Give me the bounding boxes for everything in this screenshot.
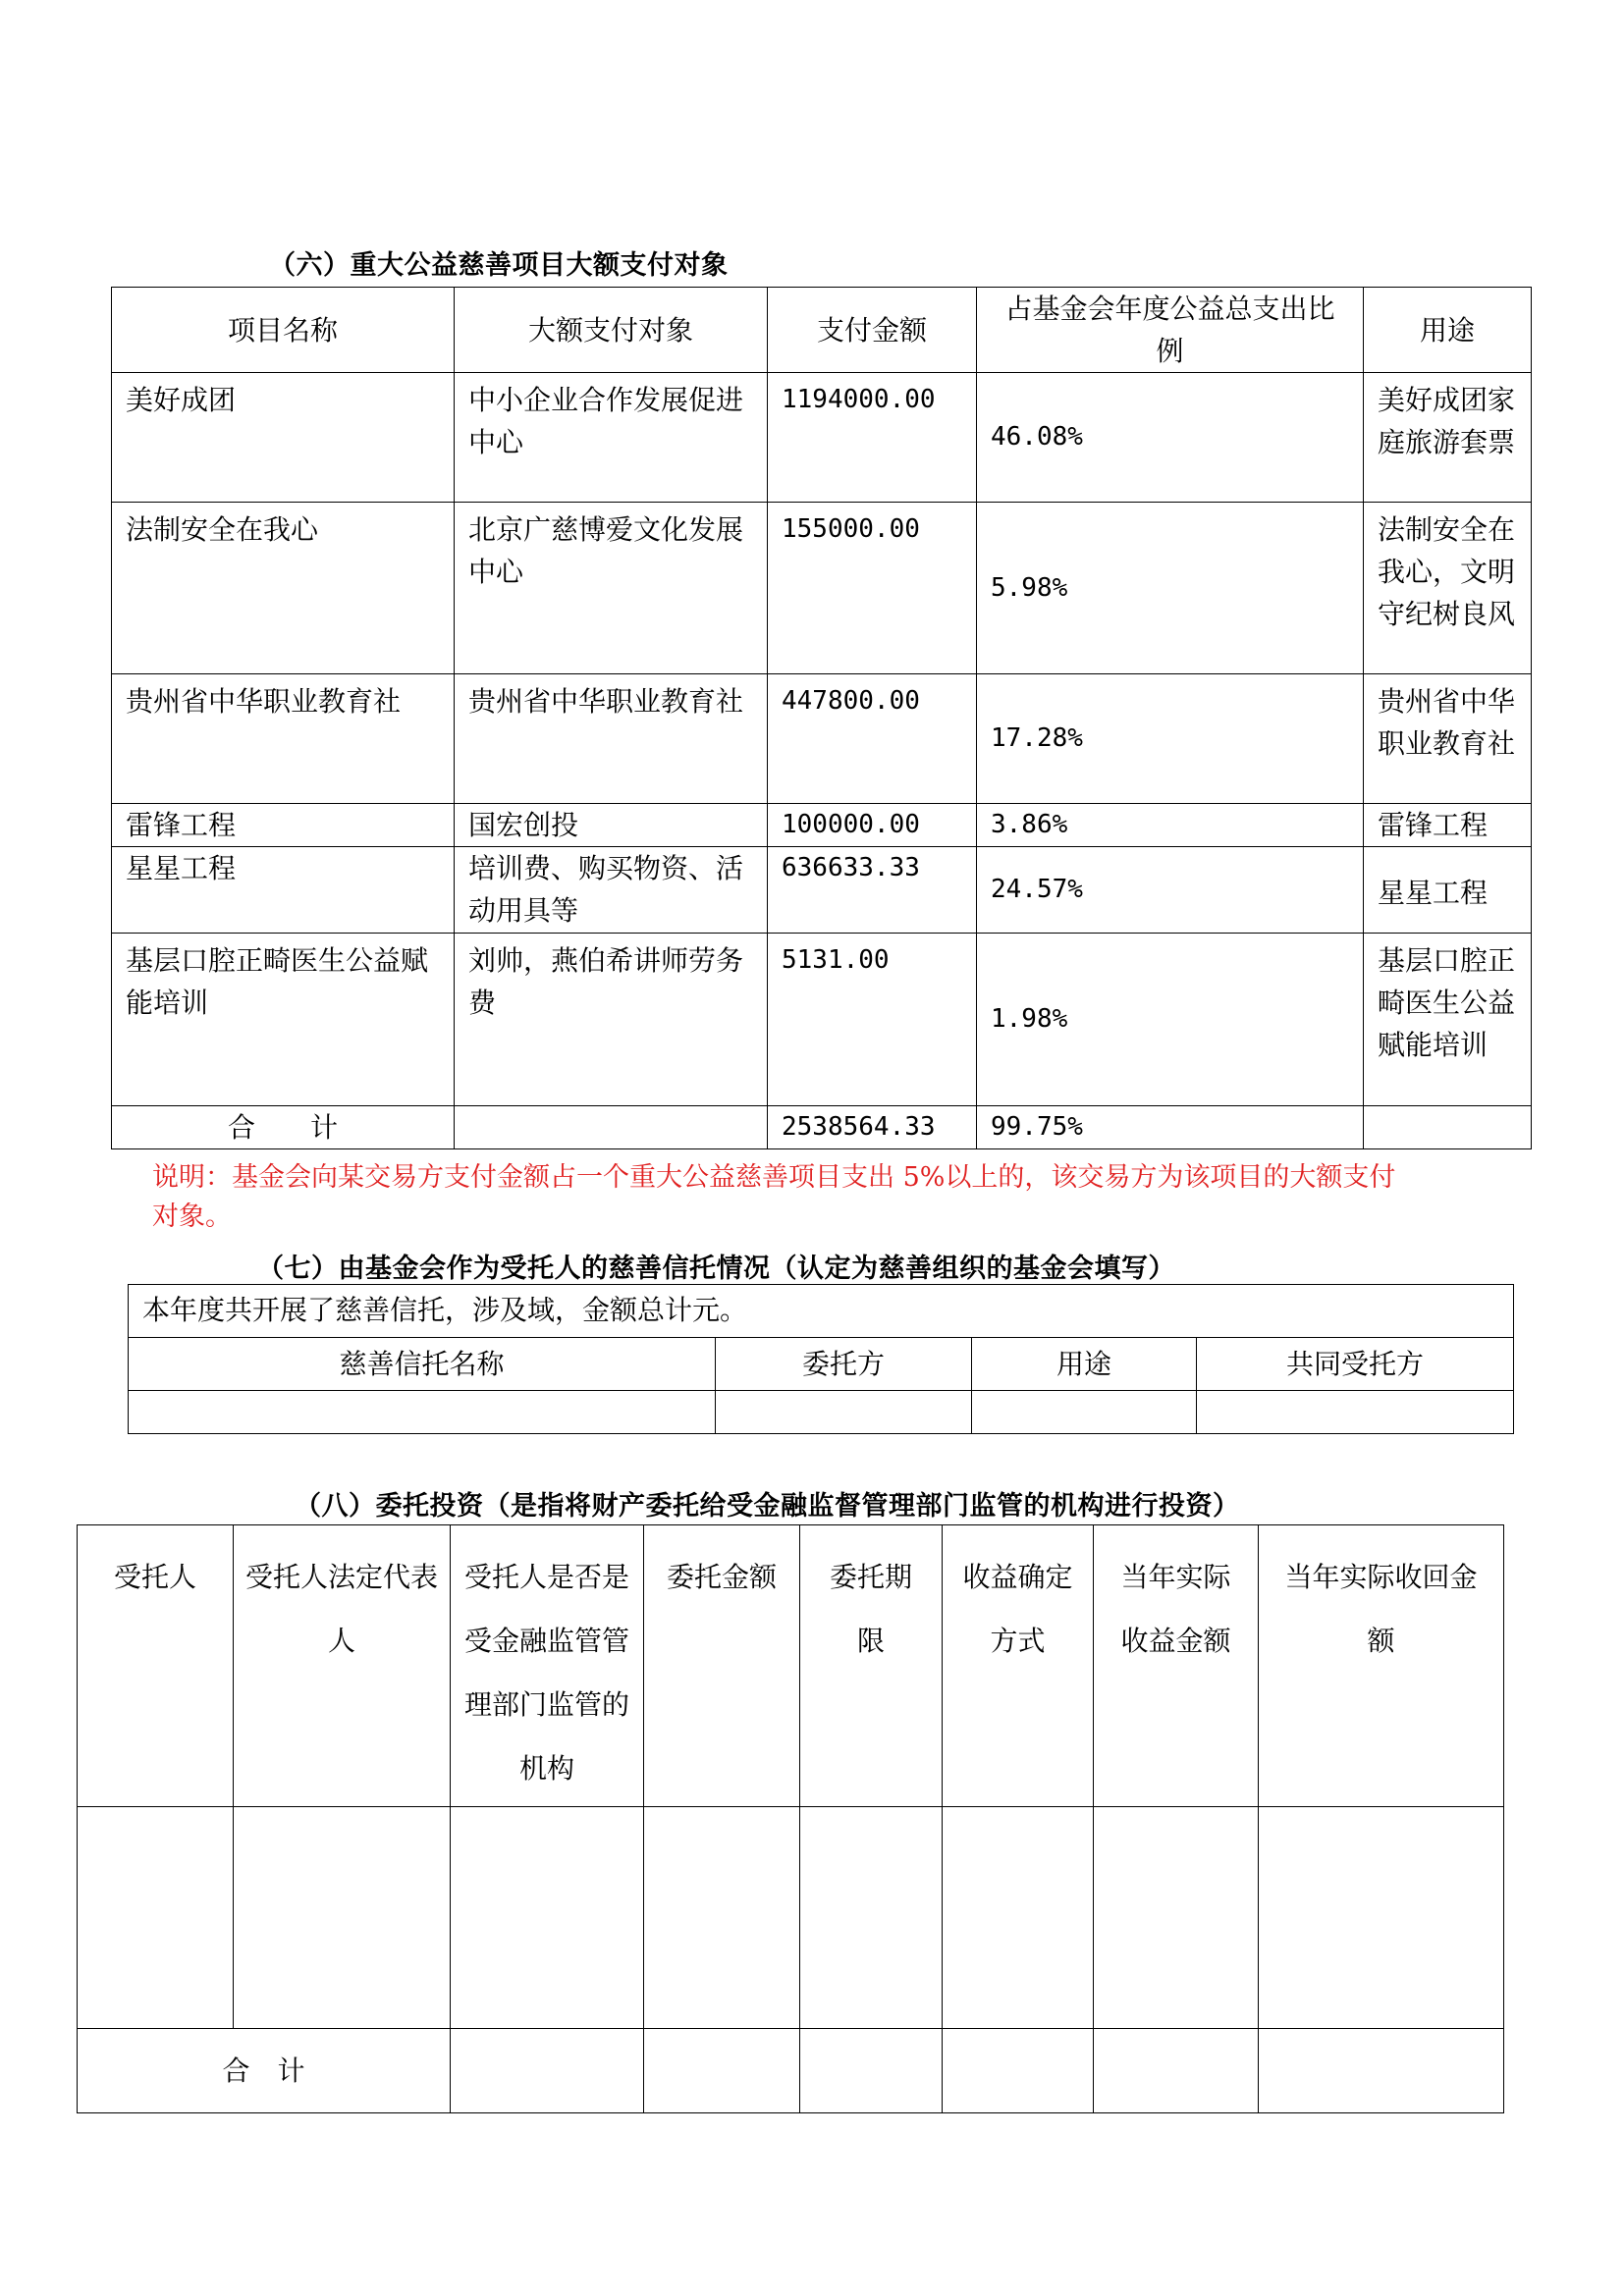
empty-cell [451, 2029, 644, 2113]
section6-table [111, 287, 1532, 1149]
cell-amount: 100000.00 [768, 804, 977, 847]
cell-payee: 培训费、购买物资、活动用具等 [455, 847, 768, 934]
cell-use: 法制安全在我心，文明守纪树良风 [1364, 503, 1532, 674]
section8-table [77, 1524, 1504, 2113]
empty-cell [451, 1807, 644, 2029]
empty-cell [943, 2029, 1094, 2113]
section6-title: （六）重大公益慈善项目大额支付对象 [269, 250, 729, 281]
cell-use: 雷锋工程 [1364, 804, 1532, 847]
header-ratio: 占基金会年度公益总支出比例 [977, 288, 1364, 373]
header-project: 项目名称 [112, 288, 455, 373]
table-total-row [112, 1106, 1532, 1149]
cell-ratio: 17.28% [977, 674, 1364, 804]
cell-project: 美好成团 [112, 373, 455, 503]
header-trust-name: 慈善信托名称 [129, 1338, 716, 1391]
empty-cell [1259, 1807, 1504, 2029]
header-trustee: 受托人 [78, 1525, 234, 1807]
table-total-row [78, 2029, 1504, 2113]
cell-use: 贵州省中华职业教育社 [1364, 674, 1532, 804]
cell-ratio: 3.86% [977, 804, 1364, 847]
cell-use: 基层口腔正畸医生公益赋能培训 [1364, 934, 1532, 1106]
empty-cell [1094, 2029, 1259, 2113]
cell-payee: 中小企业合作发展促进中心 [455, 373, 768, 503]
table-row [78, 1807, 1504, 2029]
empty-cell [644, 1807, 800, 2029]
table-row [112, 503, 1532, 674]
total-use-empty [1364, 1106, 1532, 1149]
section8-title: （八）委托投资（是指将财产委托给受金融监督管理部门监管的机构进行投资） [295, 1491, 1240, 1522]
empty-cell [716, 1391, 972, 1434]
table-row [112, 847, 1532, 934]
cell-amount: 5131.00 [768, 934, 977, 1106]
cell-amount: 155000.00 [768, 503, 977, 674]
table-row [112, 674, 1532, 804]
empty-cell [1259, 2029, 1504, 2113]
empty-cell [1197, 1391, 1514, 1434]
empty-cell [1094, 1807, 1259, 2029]
table-row [112, 804, 1532, 847]
table-header-row [129, 1338, 1514, 1391]
table-header-row [78, 1525, 1504, 1807]
cell-ratio: 46.08% [977, 373, 1364, 503]
cell-use: 星星工程 [1364, 847, 1532, 934]
cell-ratio: 24.57% [977, 847, 1364, 934]
section6-note: 说明：基金会向某交易方支付金额占一个重大公益慈善项目支出 5%以上的，该交易方为该项目的大额支付对象。 [152, 1162, 1396, 1232]
cell-project: 星星工程 [112, 847, 455, 934]
header-regulated: 受托人是否是受金融监管管理部门监管的机构 [451, 1525, 644, 1807]
table-row [129, 1391, 1514, 1434]
header-use: 用途 [1364, 288, 1532, 373]
header-use: 用途 [972, 1338, 1197, 1391]
empty-cell [800, 1807, 943, 2029]
header-amount: 支付金额 [768, 288, 977, 373]
total-label: 合 计 [78, 2029, 451, 2113]
table-row [112, 373, 1532, 503]
cell-project: 雷锋工程 [112, 804, 455, 847]
header-co-trustee: 共同受托方 [1197, 1338, 1514, 1391]
header-income-method: 收益确定方式 [943, 1525, 1094, 1807]
header-term: 委托期限 [800, 1525, 943, 1807]
cell-project: 法制安全在我心 [112, 503, 455, 674]
header-legal-rep: 受托人法定代表人 [234, 1525, 451, 1807]
empty-cell [800, 2029, 943, 2113]
header-amount: 委托金额 [644, 1525, 800, 1807]
cell-ratio: 5.98% [977, 503, 1364, 674]
header-actual-income: 当年实际收益金额 [1094, 1525, 1259, 1807]
cell-project: 基层口腔正畸医生公益赋能培训 [112, 934, 455, 1106]
total-amount: 2538564.33 [768, 1106, 977, 1149]
header-payee: 大额支付对象 [455, 288, 768, 373]
table-header-row [112, 288, 1532, 373]
cell-ratio: 1.98% [977, 934, 1364, 1106]
section7-summary-row [129, 1285, 1514, 1338]
empty-cell [972, 1391, 1197, 1434]
cell-amount: 636633.33 [768, 847, 977, 934]
cell-payee: 北京广慈博爱文化发展中心 [455, 503, 768, 674]
cell-amount: 1194000.00 [768, 373, 977, 503]
total-empty [455, 1106, 768, 1149]
cell-amount: 447800.00 [768, 674, 977, 804]
section7-summary: 本年度共开展了慈善信托，涉及域，金额总计元。 [129, 1285, 1514, 1338]
section7-title: （七）由基金会作为受托人的慈善信托情况（认定为慈善组织的基金会填写） [257, 1254, 1175, 1284]
cell-payee: 刘帅，燕伯希讲师劳务费 [455, 934, 768, 1106]
total-ratio: 99.75% [977, 1106, 1364, 1149]
empty-cell [129, 1391, 716, 1434]
header-actual-recovered: 当年实际收回金额 [1259, 1525, 1504, 1807]
cell-payee: 国宏创投 [455, 804, 768, 847]
empty-cell [78, 1807, 234, 2029]
cell-payee: 贵州省中华职业教育社 [455, 674, 768, 804]
empty-cell [234, 1807, 451, 2029]
header-entruster: 委托方 [716, 1338, 972, 1391]
table-row [112, 934, 1532, 1106]
total-label: 合 计 [112, 1106, 455, 1149]
cell-use: 美好成团家庭旅游套票 [1364, 373, 1532, 503]
section7-table [128, 1284, 1514, 1434]
empty-cell [943, 1807, 1094, 2029]
cell-project: 贵州省中华职业教育社 [112, 674, 455, 804]
empty-cell [644, 2029, 800, 2113]
